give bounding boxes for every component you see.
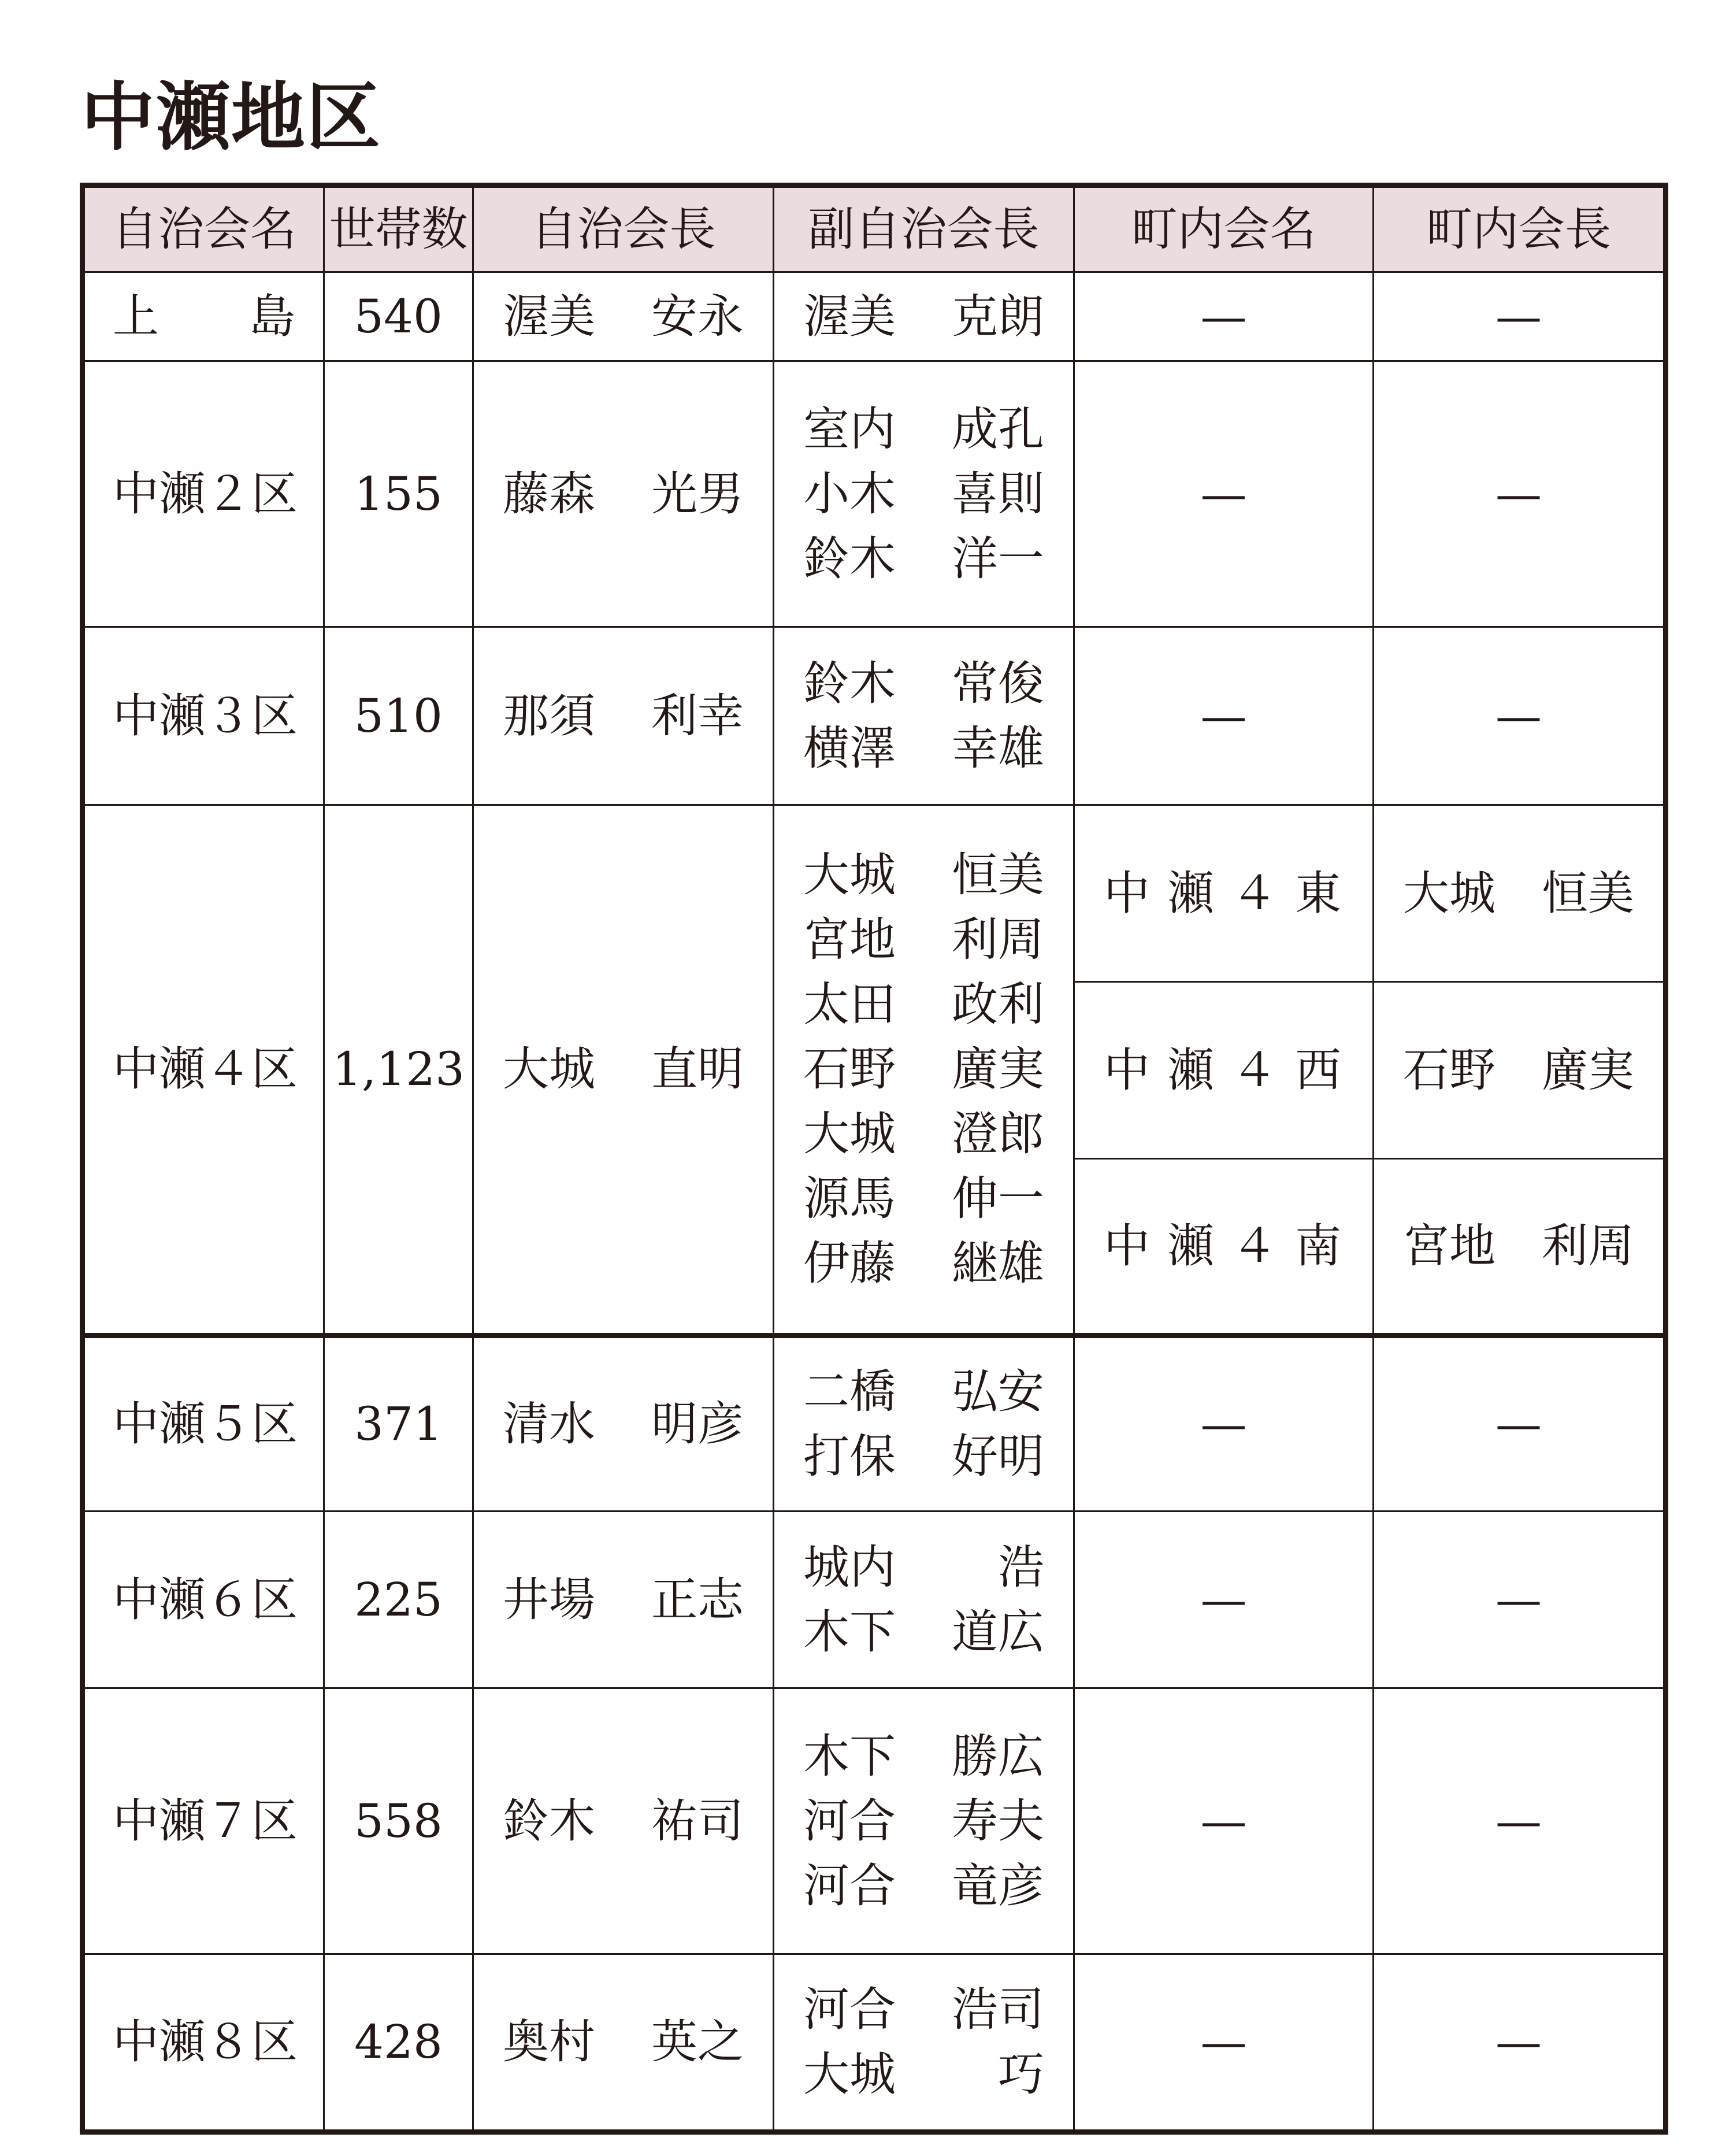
family-name: 那須 xyxy=(503,688,595,743)
family-name: 打保 xyxy=(803,1429,896,1483)
given-name: 安永 xyxy=(651,289,744,343)
vice-chair-name xyxy=(774,1535,1073,1600)
vice-chair-name xyxy=(774,1424,1073,1489)
family-name: 鈴木 xyxy=(503,1794,595,1848)
town-name-cell xyxy=(1074,1159,1374,1336)
association-name-char: 瀬 xyxy=(159,688,205,743)
association-name-char: 区 xyxy=(251,1397,298,1451)
vice-chair-name xyxy=(774,1977,1073,2042)
town-chair-cell: — xyxy=(1374,627,1666,805)
association-name-char: 中 xyxy=(113,1794,159,1848)
vice-chair-cell xyxy=(774,272,1074,361)
association-name-cell xyxy=(83,1954,324,2132)
family-name: 河合 xyxy=(803,1983,896,2036)
col-header-association-name: 自治会名 xyxy=(83,186,324,272)
table-row xyxy=(83,361,1666,627)
table-row xyxy=(83,627,1666,805)
given-name: 寿夫 xyxy=(952,1794,1044,1848)
association-name xyxy=(85,1788,323,1854)
town-name-cell: — xyxy=(1074,1954,1374,2132)
table-row xyxy=(83,805,1666,982)
vice-chair-cell xyxy=(774,627,1074,805)
given-name: 英之 xyxy=(651,2015,744,2069)
col-header-town-chair: 町内会長 xyxy=(1374,186,1666,272)
vice-chair-cell xyxy=(774,1688,1074,1954)
vice-chair-cell xyxy=(774,1336,1074,1512)
given-name: 道広 xyxy=(952,1605,1044,1659)
association-name-cell xyxy=(83,1512,324,1688)
town-chair-cell: — xyxy=(1374,1336,1666,1512)
association-name-char: 上 xyxy=(113,289,159,343)
vice-chair-cell xyxy=(774,1512,1074,1688)
family-name: 木下 xyxy=(803,1729,896,1783)
association-name-char: 瀬 xyxy=(159,466,205,521)
town-chair-cell xyxy=(1374,805,1666,982)
town-name-cell xyxy=(1074,805,1374,982)
table-row xyxy=(83,1688,1666,1954)
vice-chair-name xyxy=(774,1789,1073,1854)
association-name xyxy=(85,461,323,527)
association-name-char: ８ xyxy=(205,2015,251,2069)
table-row xyxy=(83,1336,1666,1512)
chair-name xyxy=(474,284,773,350)
family-name: 大城 xyxy=(503,1042,595,1096)
association-name xyxy=(85,683,323,749)
town-name-cell: — xyxy=(1074,1512,1374,1688)
town-chair-name xyxy=(1374,861,1663,927)
family-name: 横澤 xyxy=(803,721,896,775)
chair-name xyxy=(474,683,773,749)
vice-chair-cell xyxy=(774,1954,1074,2132)
given-name: 利幸 xyxy=(651,688,744,743)
family-name: 二橋 xyxy=(803,1365,896,1418)
header-row xyxy=(83,186,1666,272)
family-name: 太田 xyxy=(803,977,896,1031)
town-chair-name xyxy=(1374,1213,1663,1279)
given-name: 政利 xyxy=(952,977,1044,1031)
town-name-char: 西 xyxy=(1294,1043,1344,1097)
association-name-char: ２ xyxy=(205,466,251,521)
family-name: 大城 xyxy=(803,848,896,902)
association-name-char: 島 xyxy=(249,289,295,343)
given-name: 廣実 xyxy=(1542,1043,1634,1097)
given-name: 成孔 xyxy=(952,402,1044,456)
town-chair-cell: — xyxy=(1374,1954,1666,2132)
town-name xyxy=(1075,861,1372,927)
chair-name xyxy=(474,1036,773,1102)
town-name-char: ４ xyxy=(1231,866,1280,920)
given-name: 澄郎 xyxy=(952,1107,1044,1161)
chair-name xyxy=(474,1567,773,1633)
given-name: 明彦 xyxy=(651,1397,744,1451)
residents-association-table xyxy=(80,183,1668,2135)
col-header-chair: 自治会長 xyxy=(473,186,774,272)
town-chair-cell xyxy=(1374,1159,1666,1336)
family-name: 宮地 xyxy=(803,913,896,966)
town-name xyxy=(1075,1213,1372,1279)
given-name: 竜彦 xyxy=(952,1858,1044,1913)
association-name-cell xyxy=(83,361,324,627)
vice-chair-name xyxy=(774,1231,1073,1296)
association-name xyxy=(85,1036,323,1102)
town-chair-cell: — xyxy=(1374,1512,1666,1688)
households-cell: 510 xyxy=(324,627,473,805)
chair-name xyxy=(474,461,773,527)
given-name: 幸雄 xyxy=(952,721,1044,775)
association-name-char: 瀬 xyxy=(159,2015,205,2069)
table-row xyxy=(83,272,1666,361)
vice-chair-name xyxy=(774,651,1073,716)
given-name: 利周 xyxy=(952,913,1044,966)
association-name-char: 区 xyxy=(251,688,298,743)
association-name-cell xyxy=(83,627,324,805)
given-name: 恒美 xyxy=(1542,866,1634,920)
town-chair-name xyxy=(1374,1038,1663,1103)
town-chair-cell: — xyxy=(1374,361,1666,627)
association-name-char: 瀬 xyxy=(159,1572,205,1627)
town-name-char: 東 xyxy=(1294,866,1344,920)
association-name-char: ４ xyxy=(205,1042,251,1096)
given-name: 廣実 xyxy=(952,1042,1044,1096)
given-name: 浩 xyxy=(998,1540,1044,1594)
association-name-char: 中 xyxy=(113,1572,159,1627)
association-name xyxy=(85,1567,323,1633)
table-row xyxy=(83,1954,1666,2132)
chair-cell xyxy=(473,805,774,1336)
association-name-cell xyxy=(83,1688,324,1954)
association-name-char: 区 xyxy=(251,1794,298,1848)
vice-chair-cell xyxy=(774,805,1074,1336)
given-name: 浩司 xyxy=(952,1983,1044,2036)
association-name-char: 中 xyxy=(113,2015,159,2069)
chair-cell xyxy=(473,1954,774,2132)
town-name-char: ４ xyxy=(1231,1219,1280,1273)
association-name xyxy=(85,2009,323,2075)
town-name-char: 瀬 xyxy=(1167,1219,1216,1273)
family-name: 渥美 xyxy=(803,289,896,343)
family-name: 奥村 xyxy=(503,2015,595,2069)
family-name: 石野 xyxy=(803,1042,896,1096)
association-name-cell xyxy=(83,805,324,1336)
association-name xyxy=(85,284,323,350)
town-name-cell: — xyxy=(1074,1688,1374,1954)
vice-chair-name xyxy=(774,843,1073,907)
vice-chair-name xyxy=(774,1724,1073,1789)
town-name-char: 瀬 xyxy=(1167,866,1216,920)
chair-cell xyxy=(473,272,774,361)
page-title: 中瀬地区 xyxy=(81,75,382,161)
households-cell: 155 xyxy=(324,361,473,627)
town-chair-cell xyxy=(1374,982,1666,1159)
association-name-char: ５ xyxy=(205,1397,251,1451)
vice-chair-name xyxy=(774,462,1073,527)
given-name: 伸一 xyxy=(952,1172,1044,1225)
households-cell: 371 xyxy=(324,1336,473,1512)
family-name: 室内 xyxy=(803,402,896,456)
given-name: 直明 xyxy=(651,1042,744,1096)
vice-chair-name xyxy=(774,907,1073,972)
association-name-char: 中 xyxy=(113,1397,159,1451)
vice-chair-cell xyxy=(774,361,1074,627)
vice-chair-name xyxy=(774,397,1073,462)
given-name: 利周 xyxy=(1542,1219,1634,1273)
given-name: 継雄 xyxy=(952,1236,1044,1290)
association-name-char: 区 xyxy=(251,466,298,521)
family-name: 宮地 xyxy=(1403,1219,1495,1273)
given-name: 常俊 xyxy=(952,656,1044,710)
association-name xyxy=(85,1391,323,1457)
town-name-cell xyxy=(1074,982,1374,1159)
town-name-char: 瀬 xyxy=(1167,1043,1216,1097)
association-name-char: ６ xyxy=(205,1572,251,1627)
given-name: 喜則 xyxy=(952,466,1044,521)
vice-chair-name xyxy=(774,1600,1073,1665)
family-name: 大城 xyxy=(803,1107,896,1161)
family-name: 渥美 xyxy=(503,289,595,343)
given-name: 正志 xyxy=(651,1572,744,1627)
family-name: 鈴木 xyxy=(803,656,896,710)
vice-chair-name xyxy=(774,2042,1073,2107)
given-name: 巧 xyxy=(998,2047,1044,2101)
town-name-char: ４ xyxy=(1231,1043,1280,1097)
town-name xyxy=(1075,1038,1372,1103)
chair-cell xyxy=(473,1512,774,1688)
town-chair-cell: — xyxy=(1374,272,1666,361)
association-name-char: 中 xyxy=(113,688,159,743)
town-name-cell: — xyxy=(1074,1336,1374,1512)
col-header-vice-chair: 副自治会長 xyxy=(774,186,1074,272)
association-name-cell xyxy=(83,272,324,361)
family-name: 小木 xyxy=(803,466,896,521)
vice-chair-name xyxy=(774,1037,1073,1102)
vice-chair-name xyxy=(774,284,1073,349)
association-name-char: 瀬 xyxy=(159,1042,205,1096)
association-name-char: 瀬 xyxy=(159,1794,205,1848)
town-name-char: 中 xyxy=(1104,866,1152,920)
households-cell: 1,123 xyxy=(324,805,473,1336)
town-name-cell: — xyxy=(1074,361,1374,627)
town-name-cell: — xyxy=(1074,627,1374,805)
vice-chair-name xyxy=(774,1854,1073,1918)
family-name: 藤森 xyxy=(503,466,595,521)
households-cell: 428 xyxy=(324,1954,473,2132)
town-name-char: 中 xyxy=(1104,1219,1152,1273)
chair-name xyxy=(474,1788,773,1854)
association-name-char: ３ xyxy=(205,688,251,743)
households-cell: 225 xyxy=(324,1512,473,1688)
family-name: 大城 xyxy=(1403,866,1495,920)
vice-chair-name xyxy=(774,972,1073,1037)
chair-cell xyxy=(473,1336,774,1512)
given-name: 克朗 xyxy=(952,289,1044,343)
association-name-char: 中 xyxy=(113,1042,159,1096)
chair-cell xyxy=(473,1688,774,1954)
town-name-char: 南 xyxy=(1294,1219,1344,1273)
family-name: 源馬 xyxy=(803,1172,896,1225)
col-header-households: 世帯数 xyxy=(324,186,473,272)
vice-chair-name xyxy=(774,527,1073,591)
given-name: 光男 xyxy=(651,466,744,521)
association-name-char: 区 xyxy=(251,1042,298,1096)
association-name-char: 区 xyxy=(251,2015,298,2069)
family-name: 大城 xyxy=(803,2047,896,2101)
association-name-char: 中 xyxy=(113,466,159,521)
family-name: 河合 xyxy=(803,1858,896,1913)
vice-chair-name xyxy=(774,1102,1073,1166)
given-name: 恒美 xyxy=(952,848,1044,902)
association-name-char: 区 xyxy=(251,1572,298,1627)
town-chair-cell: — xyxy=(1374,1688,1666,1954)
vice-chair-name xyxy=(774,1359,1073,1424)
association-name-char: ７ xyxy=(205,1794,251,1848)
family-name: 木下 xyxy=(803,1605,896,1659)
given-name: 好明 xyxy=(952,1429,1044,1483)
town-name-cell: — xyxy=(1074,272,1374,361)
chair-cell xyxy=(473,361,774,627)
chair-name xyxy=(474,2009,773,2075)
chair-cell xyxy=(473,627,774,805)
family-name: 清水 xyxy=(503,1397,595,1451)
table-body xyxy=(83,272,1666,2132)
households-cell: 558 xyxy=(324,1688,473,1954)
vice-chair-name xyxy=(774,716,1073,781)
association-name-char: 瀬 xyxy=(159,1397,205,1451)
col-header-town-name: 町内会名 xyxy=(1074,186,1374,272)
family-name: 井場 xyxy=(503,1572,595,1627)
association-name-cell xyxy=(83,1336,324,1512)
given-name: 勝広 xyxy=(952,1729,1044,1783)
family-name: 鈴木 xyxy=(803,531,896,586)
town-name-char: 中 xyxy=(1104,1043,1152,1097)
households-cell: 540 xyxy=(324,272,473,361)
given-name: 洋一 xyxy=(952,531,1044,586)
vice-chair-name xyxy=(774,1166,1073,1231)
table-row xyxy=(83,1512,1666,1688)
family-name: 伊藤 xyxy=(803,1236,896,1290)
given-name: 祐司 xyxy=(651,1794,744,1848)
chair-name xyxy=(474,1391,773,1457)
family-name: 石野 xyxy=(1403,1043,1495,1097)
family-name: 河合 xyxy=(803,1794,896,1848)
given-name: 弘安 xyxy=(952,1365,1044,1418)
family-name: 城内 xyxy=(803,1540,896,1594)
